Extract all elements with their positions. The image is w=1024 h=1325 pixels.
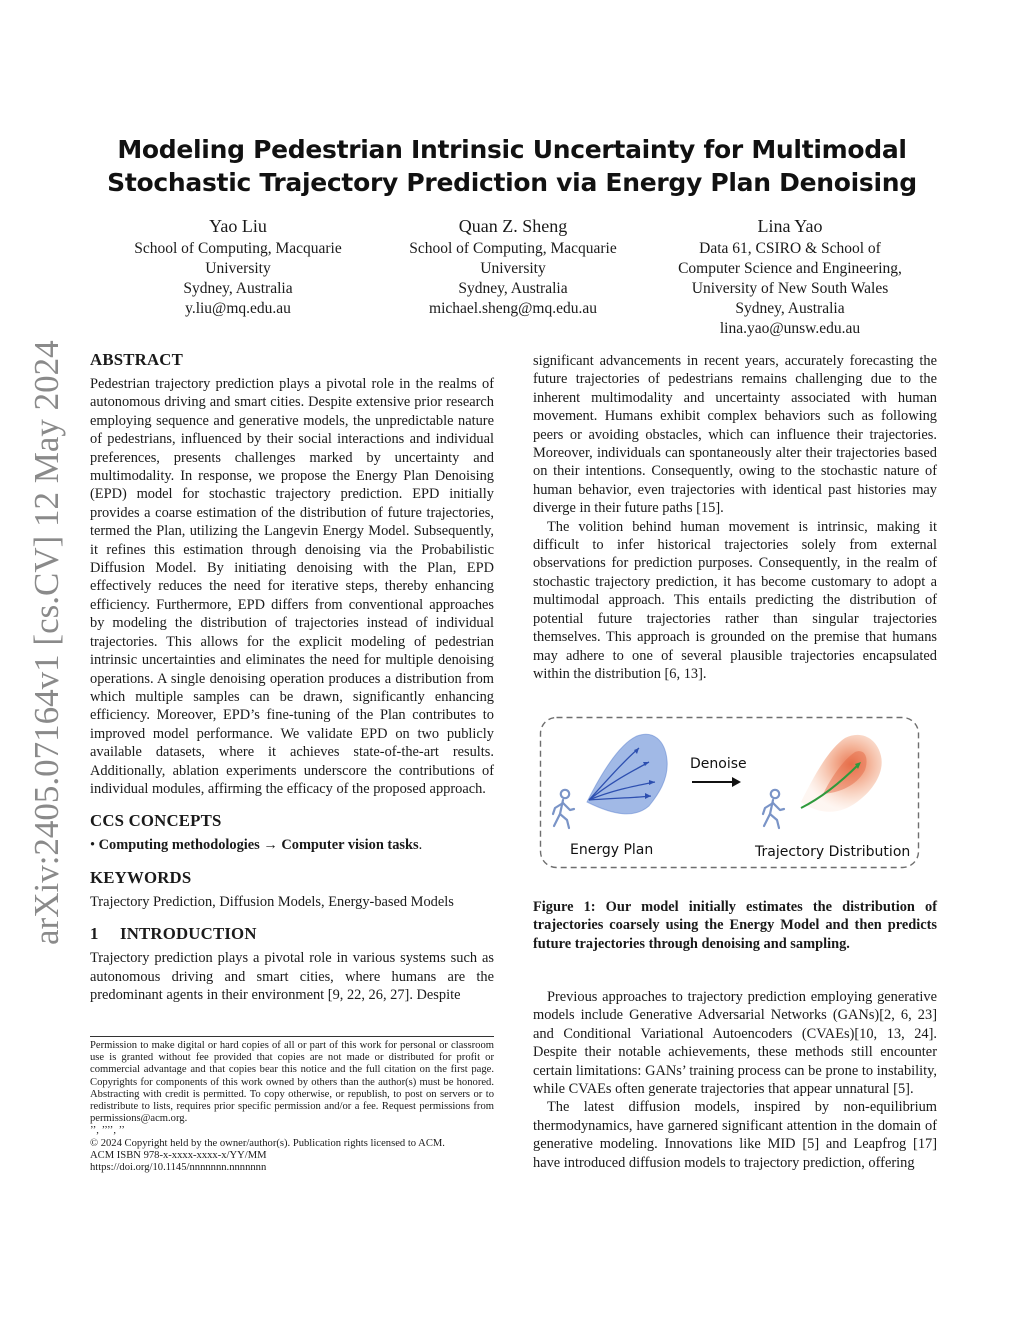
ccs-heading: CCS CONCEPTS bbox=[90, 811, 222, 831]
isbn-line: ACM ISBN 978-x-xxxx-xxxx-x/YY/MM bbox=[90, 1149, 267, 1161]
author-affiliation: University of New South Wales bbox=[691, 280, 889, 297]
denoise-label: Denoise bbox=[690, 756, 747, 772]
author-email[interactable]: lina.yao@unsw.edu.au bbox=[719, 320, 861, 337]
left-column bbox=[90, 349, 494, 1004]
author-block-3 bbox=[660, 213, 920, 339]
author-block-2 bbox=[392, 213, 634, 319]
paper-title bbox=[100, 133, 924, 199]
keywords-heading: KEYWORDS bbox=[90, 867, 192, 887]
energy-plan-label: Energy Plan bbox=[570, 842, 654, 858]
doi-link[interactable]: https://doi.org/10.1145/nnnnnnn.nnnnnnn bbox=[90, 1162, 267, 1174]
arxiv-id: arXiv:2405.07164v1 [cs.CV] 12 May 2024 bbox=[27, 340, 66, 945]
ccs-concepts bbox=[90, 836, 494, 854]
author-affiliation: Data 61, CSIRO & School of bbox=[699, 240, 881, 257]
related-work-paragraph: Previous approaches to trajectory prediction employing generative models include Generative Adversarial Networks (GANs)[2, 6, 23] and Conditional Variational Autoencoders (CVAEs)[10, 13, 24]. Despite their notable achievements, these methods still encounter certain limitations: GANs’ training process can be prone to instability, while CVAEs often generate trajectories that appear unnatural [5]. bbox=[533, 989, 937, 1098]
author-affiliation: Computer Science and Engineering, bbox=[678, 260, 902, 277]
abstract-text: Pedestrian trajectory prediction plays a pivotal role in the realms of autonomous driving and smart cities. Despite extensive prior research employing sequence and generative models, the unpredictable nature of pedestrians, influenced by their social interactions and individual preferences, presents challenges marked by uncertainty and multimodality. In response, we propose the Energy Plan Denoising (EPD) model for stochastic trajectory prediction. EPD initially provides a coarse estimation of the distribution of future trajectories, termed the Plan, utilizing the Langevin Energy Model. Subsequently, it refines this estimation through denoising via the Probabilistic Diffusion Model. By initiating denoising with the Plan, EPD effectively reduces the need for iterative steps, thereby enhancing efficiency. Furthermore, EPD differs from conventional approaches by modeling the distribution of trajectories instead of individual trajectories. This allows for the explicit modeling of pedestrian intrinsic uncertainties and eliminates the need for multiple denoising operations. A single denoising operation produces a distribution from which multiple samples can be drawn, significantly enhancing efficiency. Moreover, EPD’s fine-tuning of the Plan contributes to improved model performance. We validate EPD on two publicly available datasets, where it achieves state-of-the-art results. Additionally, ablation experiments underscore the contributions of individual modules, affirming the efficacy of the proposed approach. bbox=[90, 376, 494, 797]
author-email[interactable]: michael.sheng@mq.edu.au bbox=[429, 300, 597, 317]
intro-paragraph-continued: significant advancements in recent years, accurately forecasting the future trajectories of pedestrians remains challenging due to the inherent multimodality and uncertainty associated with human movement. Humans exhibit complex behaviors such as following peers or avoiding obstacles, which can influence their trajectories. Moreover, individuals can spontaneously alter their trajectories based on their intentions. Consequently, owing to the stochastic nature of human behavior, even trajectories with identical past histories may diverge in their future paths [15]. bbox=[533, 353, 937, 517]
author-name: Lina Yao bbox=[757, 216, 823, 236]
title-line-2: Stochastic Trajectory Prediction via Energy Plan Denoising bbox=[107, 168, 917, 197]
author-name: Quan Z. Sheng bbox=[458, 216, 568, 236]
permission-notice: Permission to make digital or hard copies of all or part of this work for personal or classroom use is granted without fee provided that copies are not made or distributed for profit or commercial advantage and that copies bear this notice and the full citation on the first page. Copyrights for components of this work owned by others than the author(s) must be honored. Abstracting with credit is permitted. To copy otherwise, or republish, to post on servers or to redistribute to lists, requires prior specific permission and/or a fee. Request permissions from permissions@acm.org. bbox=[90, 1040, 494, 1125]
abstract-heading: ABSTRACT bbox=[90, 350, 183, 369]
ccs-bullet: • bbox=[90, 837, 96, 854]
pedestrian-icon bbox=[763, 790, 784, 828]
introduction-paragraph: Trajectory prediction plays a pivotal role in various systems such as autonomous driving and smart cities, where humans are the predominant agents in their environment [9, 22, 26, 27]. Despite bbox=[90, 950, 494, 1003]
author-affiliation: University bbox=[480, 260, 546, 277]
arxiv-stamp bbox=[16, 340, 72, 950]
trajectory-distribution-label: Trajectory Distribution bbox=[755, 844, 911, 860]
author-location: Sydney, Australia bbox=[183, 280, 293, 297]
author-affiliation: School of Computing, Macquarie bbox=[134, 240, 342, 257]
author-email[interactable]: y.liu@mq.edu.au bbox=[185, 300, 291, 317]
pedestrian-icon bbox=[553, 790, 574, 828]
ccs-concept-text: Computing methodologies → Computer vision tasks bbox=[98, 837, 419, 854]
figure-1-caption: Figure 1: Our model initially estimates the distribution of trajectories coarsely using the Energy Model and then predicts future trajectories through denoising and sampling. bbox=[533, 899, 937, 952]
copyright-line: © 2024 Copyright held by the owner/author(s). Publication rights licensed to ACM. bbox=[90, 1137, 445, 1149]
author-block-1 bbox=[118, 213, 358, 319]
figure-1 bbox=[539, 716, 920, 869]
author-name: Yao Liu bbox=[209, 216, 267, 236]
conference-placeholder: ’’, ’’’’, ’’ bbox=[90, 1125, 125, 1137]
right-column-lower bbox=[533, 988, 937, 1172]
title-line-1: Modeling Pedestrian Intrinsic Uncertainty for Multimodal bbox=[117, 135, 907, 164]
diffusion-paragraph: The latest diffusion models, inspired by non-equilibrium thermodynamics, have garnered significant attention in the domain of generative modeling. Innovations like MID [5] and Leapfrog [17] have introduced diffusion models to trajectory prediction, offering bbox=[533, 1099, 937, 1171]
author-location: Sydney, Australia bbox=[458, 280, 568, 297]
author-affiliation: School of Computing, Macquarie bbox=[409, 240, 617, 257]
author-location: Sydney, Australia bbox=[735, 300, 845, 317]
intro-paragraph-volition: The volition behind human movement is intrinsic, making it difficult to infer historical trajectories solely from external observations for prediction purposes. Consequently, in the realm of stochastic trajectory prediction, it has become customary to adopt a multimodal approach. This entails predicting the distribution of potential future trajectories rather than singular trajectories themselves. This approach is grounded on the premise that humans may adhere to one of several plausible trajectories encapsulated within the distribution [6, 13]. bbox=[533, 518, 937, 682]
right-column bbox=[533, 352, 937, 683]
figure-diagram bbox=[539, 716, 920, 869]
denoise-arrow bbox=[692, 777, 741, 787]
keywords-text: Trajectory Prediction, Diffusion Models, Energy-based Models bbox=[90, 893, 454, 910]
author-affiliation: University bbox=[205, 260, 271, 277]
introduction-heading: 1 INTRODUCTION bbox=[90, 924, 257, 944]
copyright-footnote bbox=[90, 1036, 494, 1174]
ccs-period: . bbox=[418, 837, 423, 854]
